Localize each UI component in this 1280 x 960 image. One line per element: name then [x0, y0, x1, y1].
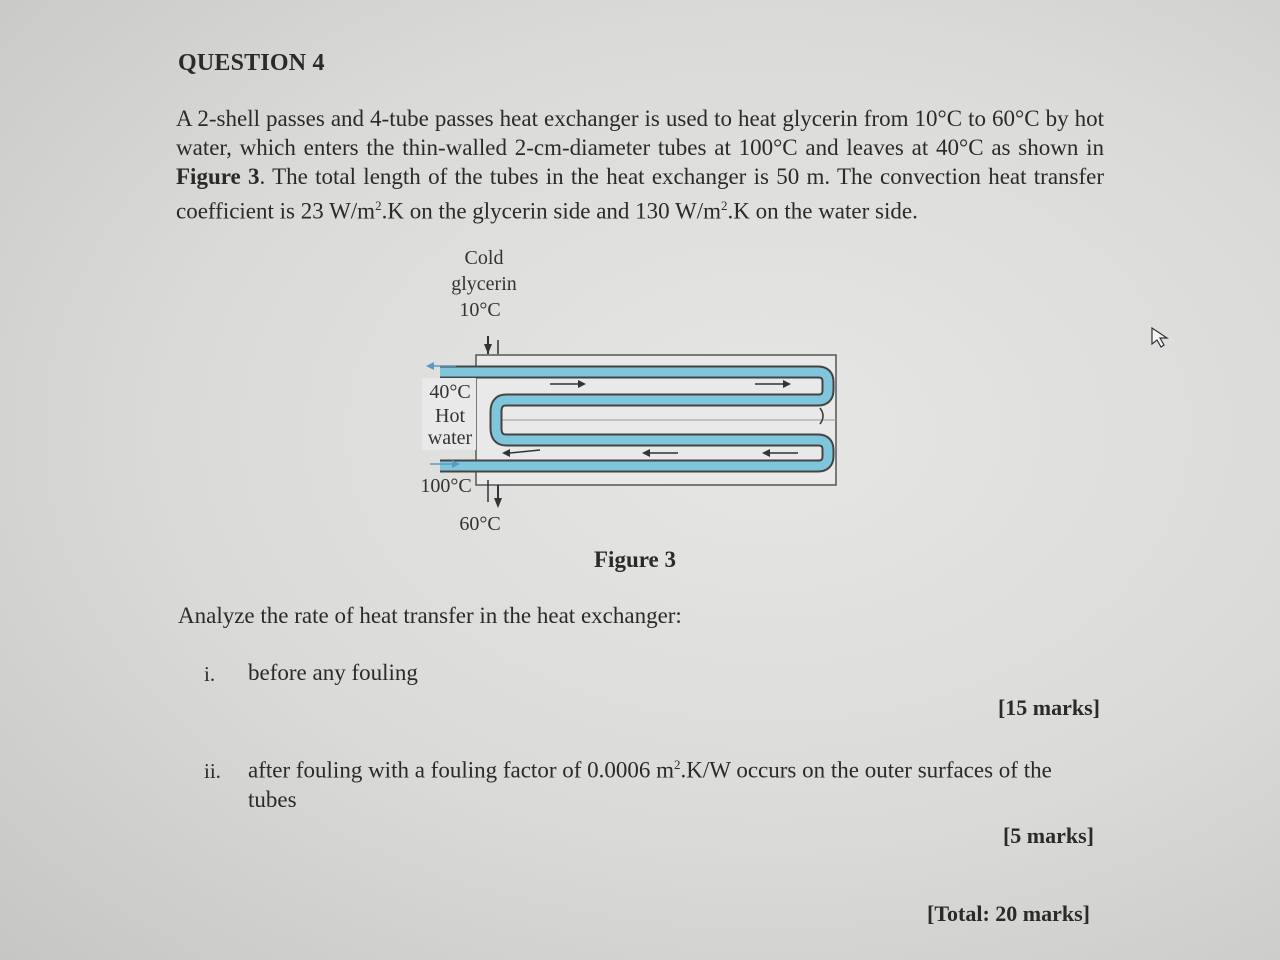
- unit-superscript: 2: [720, 198, 728, 213]
- hot-outlet-temp: 40°C: [429, 381, 471, 403]
- problem-text-c: .K on the glycerin side and 130 W/m: [381, 198, 721, 224]
- glycerin-inlet-arrowhead: [484, 344, 492, 354]
- part-ii-text-b: .K/W occurs on the outer surfaces of the: [680, 757, 1052, 783]
- part-i-number: i.: [204, 662, 216, 686]
- glycerin-outlet-temp: 60°C: [459, 513, 501, 535]
- glycerin-outlet-arrowhead: [494, 498, 502, 508]
- hot-inlet-temp: 100°C: [420, 475, 472, 497]
- unit-superscript: 2: [674, 757, 681, 772]
- unit-superscript: 2: [375, 198, 382, 213]
- mouse-cursor-icon: [1150, 326, 1172, 348]
- cold-label-1: Cold: [464, 247, 504, 269]
- problem-text-d: .K on the water side.: [727, 198, 918, 224]
- part-ii-number: ii.: [204, 759, 221, 783]
- heat-exchanger-diagram: [400, 240, 880, 540]
- figure-caption: Figure 3: [594, 547, 676, 572]
- part-i-text: before any fouling: [248, 660, 418, 685]
- problem-statement: [176, 104, 1104, 226]
- cold-label-2: glycerin: [451, 273, 517, 295]
- problem-text-a: A 2-shell passes and 4-tube passes heat exchanger is used to heat glycerin from 10°C to 60°C by hot water, which enters the thin-walled 2-cm-diameter tubes at 100°C and leaves at 40°C as shown in: [176, 106, 1104, 160]
- part-ii-text-continued: tubes: [248, 787, 297, 812]
- hot-outlet-arrowhead: [426, 362, 434, 370]
- cold-temp-label: 10°C: [459, 299, 501, 321]
- total-marks: [Total: 20 marks]: [927, 901, 1090, 926]
- figure-reference: Figure 3: [176, 164, 260, 189]
- part-ii-text: [248, 757, 1052, 784]
- hot-label-2: water: [427, 427, 473, 449]
- question-heading: QUESTION 4: [178, 50, 325, 76]
- problem-text-b: . The total length of the tubes in the heat exchanger is 50 m. The convection heat transfer coefficient is 23 W/m: [176, 164, 1105, 224]
- instruction-text: Analyze the rate of heat transfer in the heat exchanger:: [178, 603, 682, 628]
- part-i-marks: [15 marks]: [997, 695, 1100, 720]
- hot-label-1: Hot: [435, 405, 465, 427]
- part-ii-marks: [5 marks]: [1002, 823, 1094, 848]
- part-ii-text-a: after fouling with a fouling factor of 0.0006 m: [248, 757, 675, 783]
